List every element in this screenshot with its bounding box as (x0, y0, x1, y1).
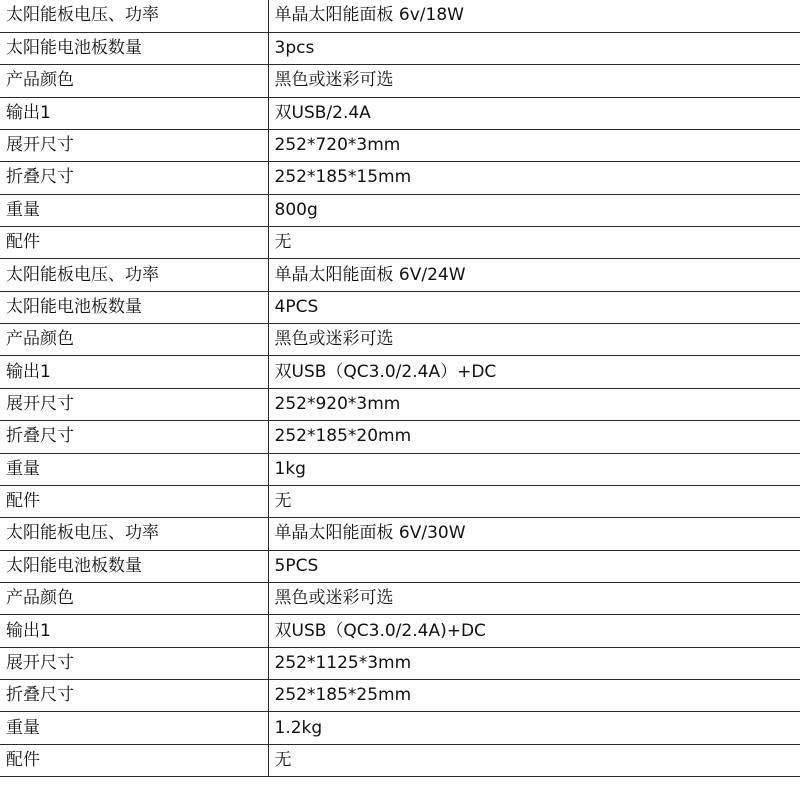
table-row (0, 744, 800, 776)
spec-label: 配件 (0, 227, 268, 259)
spec-label: 太阳能板电压、功率 (0, 518, 268, 550)
spec-value: 双USB/2.4A (268, 97, 800, 129)
table-row (0, 453, 800, 485)
table-row (0, 582, 800, 614)
table-row (0, 97, 800, 129)
spec-label: 折叠尺寸 (0, 162, 268, 194)
spec-value: 黑色或迷彩可选 (268, 324, 800, 356)
table-row (0, 615, 800, 647)
spec-label: 输出1 (0, 356, 268, 388)
spec-label: 输出1 (0, 97, 268, 129)
spec-label: 重量 (0, 712, 268, 744)
spec-label: 展开尺寸 (0, 388, 268, 420)
spec-value: 252*720*3mm (268, 129, 800, 161)
spec-label: 产品颜色 (0, 324, 268, 356)
spec-label: 太阳能板电压、功率 (0, 0, 268, 32)
spec-value: 252*185*25mm (268, 680, 800, 712)
table-row (0, 518, 800, 550)
table-row (0, 324, 800, 356)
spec-value: 4PCS (268, 291, 800, 323)
spec-label: 重量 (0, 453, 268, 485)
table-row (0, 291, 800, 323)
table-row (0, 259, 800, 291)
spec-value: 252*185*20mm (268, 421, 800, 453)
spec-value: 无 (268, 744, 800, 776)
table-row (0, 712, 800, 744)
spec-label: 太阳能电池板数量 (0, 32, 268, 64)
table-row (0, 227, 800, 259)
spec-label: 折叠尺寸 (0, 421, 268, 453)
table-row (0, 356, 800, 388)
spec-label: 输出1 (0, 615, 268, 647)
spec-value: 单晶太阳能面板 6V/24W (268, 259, 800, 291)
spec-value: 252*1125*3mm (268, 647, 800, 679)
spec-value: 3pcs (268, 32, 800, 64)
table-row (0, 194, 800, 226)
spec-label: 太阳能板电压、功率 (0, 259, 268, 291)
table-row (0, 32, 800, 64)
spec-value: 252*920*3mm (268, 388, 800, 420)
spec-value: 5PCS (268, 550, 800, 582)
spec-label: 展开尺寸 (0, 129, 268, 161)
spec-value: 无 (268, 227, 800, 259)
table-row (0, 65, 800, 97)
table-row (0, 550, 800, 582)
spec-label: 太阳能电池板数量 (0, 291, 268, 323)
table-row (0, 162, 800, 194)
spec-value: 双USB（QC3.0/2.4A)+DC (268, 615, 800, 647)
spec-label: 折叠尺寸 (0, 680, 268, 712)
table-row (0, 0, 800, 32)
table-row (0, 421, 800, 453)
table-row (0, 680, 800, 712)
table-row (0, 485, 800, 517)
spec-value: 1.2kg (268, 712, 800, 744)
spec-value: 黑色或迷彩可选 (268, 582, 800, 614)
spec-value: 1kg (268, 453, 800, 485)
spec-value: 252*185*15mm (268, 162, 800, 194)
spec-label: 产品颜色 (0, 582, 268, 614)
table-row (0, 647, 800, 679)
spec-value: 单晶太阳能面板 6V/30W (268, 518, 800, 550)
spec-label: 展开尺寸 (0, 647, 268, 679)
table-row (0, 129, 800, 161)
spec-value: 双USB（QC3.0/2.4A）+DC (268, 356, 800, 388)
spec-value: 无 (268, 485, 800, 517)
spec-label: 太阳能电池板数量 (0, 550, 268, 582)
spec-value: 单晶太阳能面板 6v/18W (268, 0, 800, 32)
spec-value: 黑色或迷彩可选 (268, 65, 800, 97)
spec-label: 产品颜色 (0, 65, 268, 97)
spec-value: 800g (268, 194, 800, 226)
spec-label: 配件 (0, 485, 268, 517)
spec-label: 配件 (0, 744, 268, 776)
spec-label: 重量 (0, 194, 268, 226)
table-row (0, 388, 800, 420)
